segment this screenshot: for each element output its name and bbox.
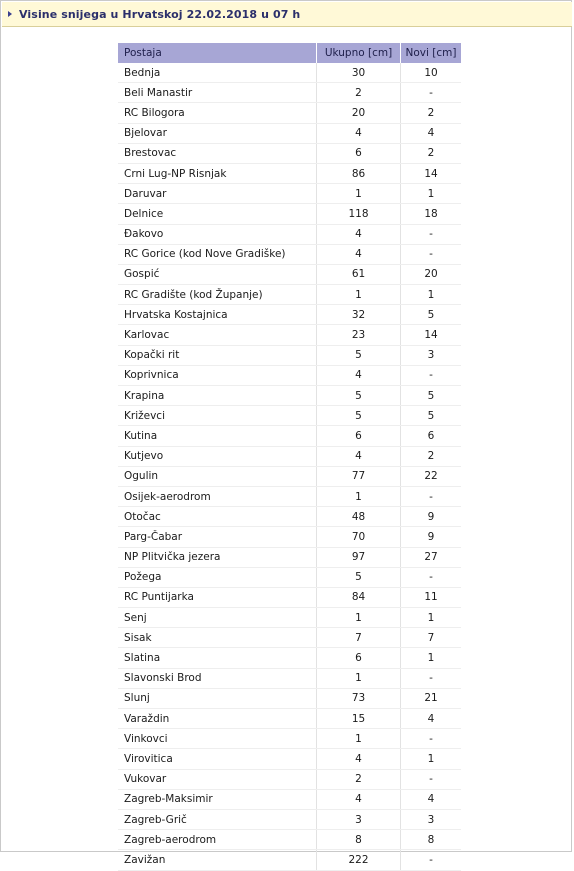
cell-total: 77 bbox=[317, 466, 401, 486]
table-row bbox=[118, 103, 461, 123]
cell-station: Đakovo bbox=[118, 224, 317, 244]
table-row bbox=[118, 729, 461, 749]
table-row bbox=[118, 809, 461, 829]
cell-station: Brestovac bbox=[118, 143, 317, 163]
cell-new: 4 bbox=[401, 123, 462, 143]
snow-depth-table bbox=[118, 43, 461, 871]
table-row bbox=[118, 446, 461, 466]
cell-new: 1 bbox=[401, 608, 462, 628]
cell-station: Osijek-aerodrom bbox=[118, 486, 317, 506]
cell-total: 4 bbox=[317, 224, 401, 244]
table-row bbox=[118, 386, 461, 406]
table-row bbox=[118, 850, 461, 870]
cell-station: RC Gorice (kod Nove Gradiške) bbox=[118, 244, 317, 264]
cell-new: - bbox=[401, 729, 462, 749]
cell-new: 2 bbox=[401, 143, 462, 163]
cell-new: 4 bbox=[401, 709, 462, 729]
cell-new: 1 bbox=[401, 749, 462, 769]
cell-new: - bbox=[401, 224, 462, 244]
cell-new: 4 bbox=[401, 789, 462, 809]
section-header[interactable] bbox=[2, 2, 572, 27]
cell-station: Kopački rit bbox=[118, 345, 317, 365]
table-row bbox=[118, 264, 461, 284]
cell-total: 5 bbox=[317, 406, 401, 426]
cell-new: 2 bbox=[401, 103, 462, 123]
cell-station: Sisak bbox=[118, 628, 317, 648]
cell-total: 7 bbox=[317, 628, 401, 648]
table-row bbox=[118, 83, 461, 103]
cell-station: Slatina bbox=[118, 648, 317, 668]
cell-new: - bbox=[401, 567, 462, 587]
cell-station: Varaždin bbox=[118, 709, 317, 729]
cell-total: 1 bbox=[317, 285, 401, 305]
cell-total: 1 bbox=[317, 668, 401, 688]
cell-new: - bbox=[401, 83, 462, 103]
cell-total: 4 bbox=[317, 244, 401, 264]
cell-total: 1 bbox=[317, 608, 401, 628]
cell-station: Zagreb-aerodrom bbox=[118, 830, 317, 850]
table-row bbox=[118, 305, 461, 325]
cell-total: 5 bbox=[317, 345, 401, 365]
cell-station: Bjelovar bbox=[118, 123, 317, 143]
cell-total: 118 bbox=[317, 204, 401, 224]
cell-total: 86 bbox=[317, 163, 401, 183]
cell-new: 5 bbox=[401, 406, 462, 426]
table-row bbox=[118, 224, 461, 244]
cell-total: 20 bbox=[317, 103, 401, 123]
cell-total: 2 bbox=[317, 83, 401, 103]
cell-new: 1 bbox=[401, 285, 462, 305]
cell-new: - bbox=[401, 244, 462, 264]
table-row bbox=[118, 426, 461, 446]
table-body bbox=[118, 63, 461, 870]
cell-station: RC Gradište (kod Županje) bbox=[118, 285, 317, 305]
cell-new: - bbox=[401, 769, 462, 789]
cell-new: - bbox=[401, 365, 462, 385]
cell-total: 48 bbox=[317, 507, 401, 527]
cell-new: 1 bbox=[401, 184, 462, 204]
cell-total: 84 bbox=[317, 587, 401, 607]
table-row bbox=[118, 789, 461, 809]
cell-station: RC Bilogora bbox=[118, 103, 317, 123]
table-row bbox=[118, 709, 461, 729]
page-title: Visine snijega u Hrvatskoj 22.02.2018 u 07 h bbox=[19, 7, 301, 21]
cell-new: 18 bbox=[401, 204, 462, 224]
cell-station: Senj bbox=[118, 608, 317, 628]
cell-station: Zavižan bbox=[118, 850, 317, 870]
column-header-total: Ukupno [cm] bbox=[317, 43, 401, 63]
cell-station: Zagreb-Grič bbox=[118, 809, 317, 829]
cell-new: 10 bbox=[401, 63, 462, 83]
table-row bbox=[118, 163, 461, 183]
cell-station: Križevci bbox=[118, 406, 317, 426]
cell-station: Slunj bbox=[118, 688, 317, 708]
cell-station: RC Puntijarka bbox=[118, 587, 317, 607]
table-row bbox=[118, 830, 461, 850]
cell-new: 8 bbox=[401, 830, 462, 850]
table-row bbox=[118, 285, 461, 305]
cell-total: 3 bbox=[317, 809, 401, 829]
table-row bbox=[118, 749, 461, 769]
table-row bbox=[118, 63, 461, 83]
cell-total: 4 bbox=[317, 749, 401, 769]
cell-total: 1 bbox=[317, 486, 401, 506]
cell-new: 22 bbox=[401, 466, 462, 486]
cell-new: 14 bbox=[401, 325, 462, 345]
cell-new: - bbox=[401, 850, 462, 870]
cell-station: Delnice bbox=[118, 204, 317, 224]
cell-total: 23 bbox=[317, 325, 401, 345]
cell-station: Vukovar bbox=[118, 769, 317, 789]
cell-new: 20 bbox=[401, 264, 462, 284]
cell-total: 2 bbox=[317, 769, 401, 789]
cell-new: 2 bbox=[401, 446, 462, 466]
cell-new: 9 bbox=[401, 527, 462, 547]
table-row bbox=[118, 325, 461, 345]
cell-new: 11 bbox=[401, 587, 462, 607]
cell-total: 15 bbox=[317, 709, 401, 729]
cell-total: 4 bbox=[317, 365, 401, 385]
cell-total: 6 bbox=[317, 426, 401, 446]
cell-station: Požega bbox=[118, 567, 317, 587]
table-row bbox=[118, 204, 461, 224]
cell-total: 1 bbox=[317, 729, 401, 749]
cell-new: 21 bbox=[401, 688, 462, 708]
cell-total: 70 bbox=[317, 527, 401, 547]
table-row bbox=[118, 406, 461, 426]
table-header-row bbox=[118, 43, 461, 63]
cell-total: 1 bbox=[317, 184, 401, 204]
cell-new: 14 bbox=[401, 163, 462, 183]
cell-total: 32 bbox=[317, 305, 401, 325]
cell-station: Gospić bbox=[118, 264, 317, 284]
cell-total: 4 bbox=[317, 446, 401, 466]
cell-total: 6 bbox=[317, 143, 401, 163]
cell-station: Karlovac bbox=[118, 325, 317, 345]
cell-total: 73 bbox=[317, 688, 401, 708]
cell-station: Parg-Čabar bbox=[118, 527, 317, 547]
cell-total: 5 bbox=[317, 567, 401, 587]
cell-station: NP Plitvička jezera bbox=[118, 547, 317, 567]
cell-station: Beli Manastir bbox=[118, 83, 317, 103]
cell-total: 8 bbox=[317, 830, 401, 850]
table-row bbox=[118, 365, 461, 385]
cell-total: 30 bbox=[317, 63, 401, 83]
cell-total: 6 bbox=[317, 648, 401, 668]
cell-total: 222 bbox=[317, 850, 401, 870]
cell-new: 9 bbox=[401, 507, 462, 527]
cell-station: Ogulin bbox=[118, 466, 317, 486]
cell-station: Krapina bbox=[118, 386, 317, 406]
cell-new: 7 bbox=[401, 628, 462, 648]
table-row bbox=[118, 486, 461, 506]
cell-station: Otočac bbox=[118, 507, 317, 527]
table-row bbox=[118, 466, 461, 486]
cell-station: Daruvar bbox=[118, 184, 317, 204]
cell-total: 4 bbox=[317, 123, 401, 143]
cell-new: 3 bbox=[401, 345, 462, 365]
cell-new: - bbox=[401, 668, 462, 688]
table-row bbox=[118, 668, 461, 688]
cell-new: 5 bbox=[401, 305, 462, 325]
cell-station: Bednja bbox=[118, 63, 317, 83]
cell-station: Vinkovci bbox=[118, 729, 317, 749]
table-row bbox=[118, 345, 461, 365]
table-row bbox=[118, 527, 461, 547]
table-row bbox=[118, 244, 461, 264]
cell-total: 61 bbox=[317, 264, 401, 284]
cell-new: 3 bbox=[401, 809, 462, 829]
cell-new: 1 bbox=[401, 648, 462, 668]
table-row bbox=[118, 567, 461, 587]
cell-station: Crni Lug-NP Risnjak bbox=[118, 163, 317, 183]
cell-new: 6 bbox=[401, 426, 462, 446]
table-row bbox=[118, 648, 461, 668]
table-row bbox=[118, 769, 461, 789]
column-header-station: Postaja bbox=[118, 43, 317, 63]
cell-total: 4 bbox=[317, 789, 401, 809]
table-row bbox=[118, 123, 461, 143]
cell-total: 5 bbox=[317, 386, 401, 406]
triangle-right-icon bbox=[8, 11, 12, 17]
table-row bbox=[118, 587, 461, 607]
cell-station: Kutjevo bbox=[118, 446, 317, 466]
cell-station: Kutina bbox=[118, 426, 317, 446]
table-row bbox=[118, 608, 461, 628]
cell-station: Hrvatska Kostajnica bbox=[118, 305, 317, 325]
table-row bbox=[118, 184, 461, 204]
table-row bbox=[118, 547, 461, 567]
table-row bbox=[118, 688, 461, 708]
cell-new: 27 bbox=[401, 547, 462, 567]
cell-station: Slavonski Brod bbox=[118, 668, 317, 688]
cell-new: 5 bbox=[401, 386, 462, 406]
cell-station: Koprivnica bbox=[118, 365, 317, 385]
table-row bbox=[118, 507, 461, 527]
cell-station: Zagreb-Maksimir bbox=[118, 789, 317, 809]
table-row bbox=[118, 628, 461, 648]
cell-station: Virovitica bbox=[118, 749, 317, 769]
column-header-new: Novi [cm] bbox=[401, 43, 462, 63]
cell-total: 97 bbox=[317, 547, 401, 567]
table-row bbox=[118, 143, 461, 163]
cell-new: - bbox=[401, 486, 462, 506]
